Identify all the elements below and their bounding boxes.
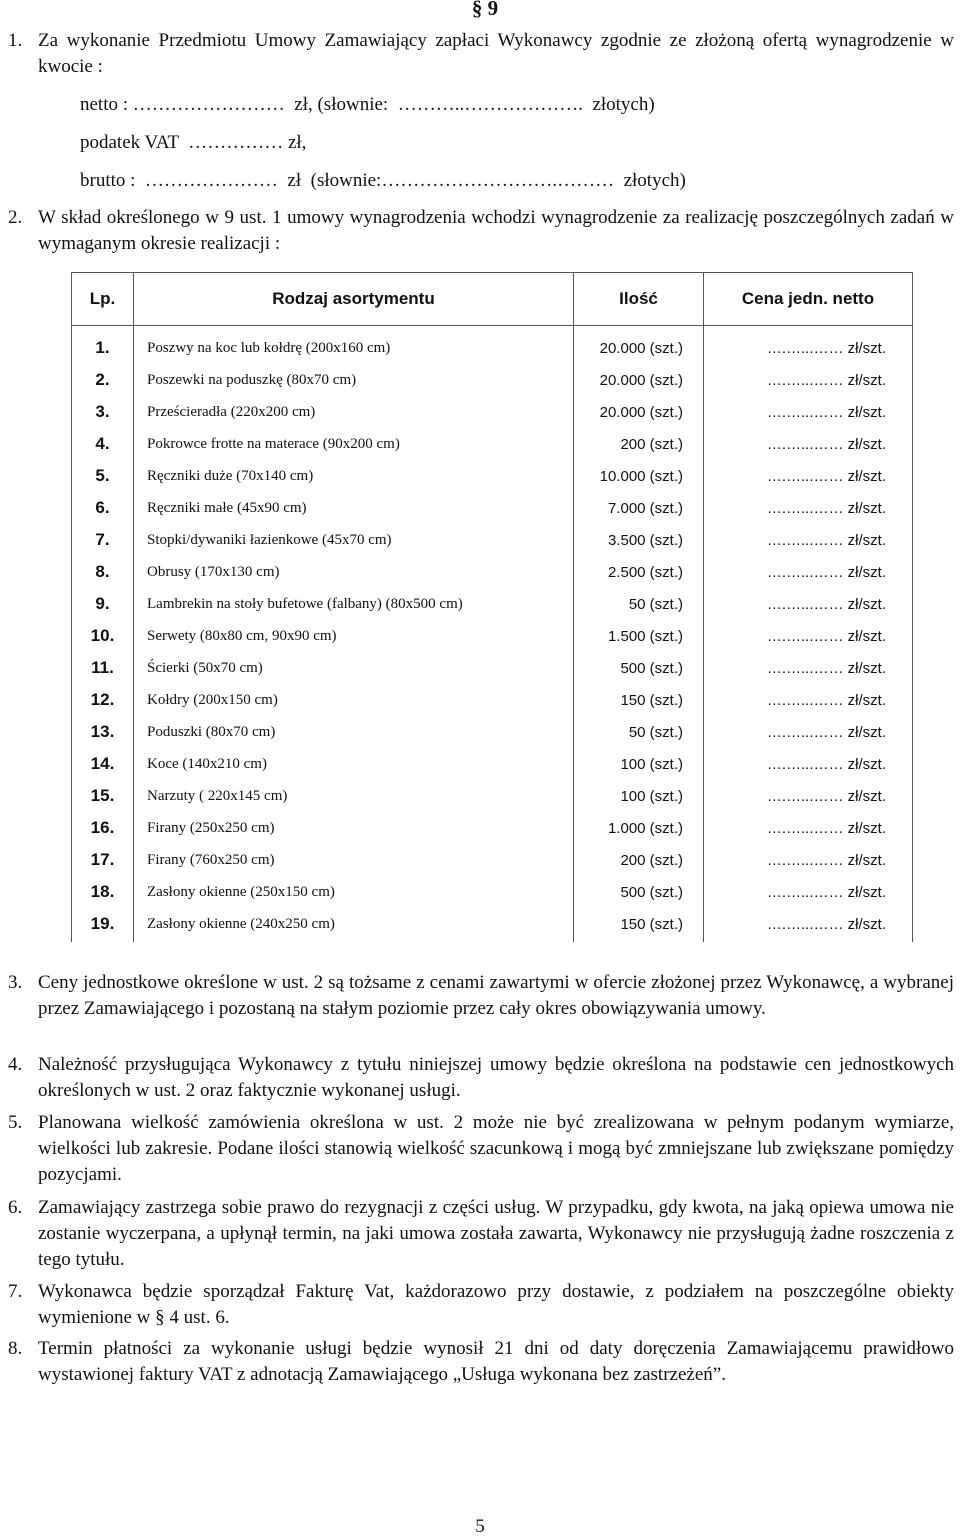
row-quantity: 20.000 (szt.)	[574, 326, 704, 365]
row-quantity: 200 (szt.)	[574, 844, 704, 876]
row-lp: 15.	[72, 780, 134, 812]
row-unit-price: ….…...…… zł/szt.	[704, 780, 913, 812]
row-name: Poduszki (80x70 cm)	[134, 716, 574, 748]
row-name: Ręczniki małe (45x90 cm)	[134, 492, 574, 524]
row-quantity: 500 (szt.)	[574, 876, 704, 908]
netto-line: netto : …………………… zł, (słownie: ………..………………. złotych)	[80, 94, 655, 115]
table-row	[72, 524, 913, 556]
row-unit-price: ….…...…… zł/szt.	[704, 684, 913, 716]
paragraph-text: Ceny jednostkowe określone w ust. 2 są tożsame z cenami zawartymi w ofercie złożonej przez Wykonawcę, a wybranej przez Zamawiającego i pozostaną na stałym poziomie przez cały okres obowiązywania umowy.	[38, 972, 954, 1019]
row-unit-price: ….…...…… zł/szt.	[704, 556, 913, 588]
row-unit-price: ….…...…… zł/szt.	[704, 908, 913, 942]
row-lp: 17.	[72, 844, 134, 876]
row-quantity: 3.500 (szt.)	[574, 524, 704, 556]
paragraph-number: 1.	[8, 30, 23, 51]
section-title: § 9	[471, 0, 499, 20]
row-unit-price: ….…...…… zł/szt.	[704, 364, 913, 396]
row-lp: 2.	[72, 364, 134, 396]
paragraph-number: 7.	[8, 1281, 23, 1302]
table-row	[72, 460, 913, 492]
row-lp: 6.	[72, 492, 134, 524]
row-unit-price: ….…...…… zł/szt.	[704, 876, 913, 908]
paragraph-number: 6.	[8, 1197, 23, 1218]
row-lp: 1.	[72, 326, 134, 365]
assortment-table	[71, 272, 913, 942]
row-quantity: 20.000 (szt.)	[574, 396, 704, 428]
paragraph-text: W skład określonego w 9 ust. 1 umowy wynagrodzenia wchodzi wynagrodzenie za realizację poszczególnych zadań w wymaganym okresie realizacji :	[38, 207, 954, 254]
row-lp: 19.	[72, 908, 134, 942]
page-number: 5	[475, 1516, 485, 1537]
row-lp: 5.	[72, 460, 134, 492]
row-name: Poszwy na koc lub kołdrę (200x160 cm)	[134, 326, 574, 365]
row-unit-price: ….…...…… zł/szt.	[704, 492, 913, 524]
row-lp: 7.	[72, 524, 134, 556]
table-row	[72, 588, 913, 620]
header-price: Cena jedn. netto	[704, 273, 913, 326]
table-row	[72, 716, 913, 748]
table-row	[72, 396, 913, 428]
row-unit-price: ….…...…… zł/szt.	[704, 652, 913, 684]
table-row	[72, 652, 913, 684]
paragraph-number: 3.	[8, 972, 23, 993]
row-name: Zasłony okienne (250x150 cm)	[134, 876, 574, 908]
row-lp: 4.	[72, 428, 134, 460]
row-name: Obrusy (170x130 cm)	[134, 556, 574, 588]
brutto-line: brutto : ………………… zł (słownie:……………………….……… złotych)	[80, 170, 686, 191]
table-row	[72, 908, 913, 942]
row-lp: 16.	[72, 812, 134, 844]
row-quantity: 100 (szt.)	[574, 748, 704, 780]
row-unit-price: ….…...…… zł/szt.	[704, 326, 913, 365]
row-name: Serwety (80x80 cm, 90x90 cm)	[134, 620, 574, 652]
table-row	[72, 620, 913, 652]
row-unit-price: ….…...…… zł/szt.	[704, 716, 913, 748]
row-name: Stopki/dywaniki łazienkowe (45x70 cm)	[134, 524, 574, 556]
table-row	[72, 326, 913, 365]
row-name: Firany (250x250 cm)	[134, 812, 574, 844]
row-unit-price: ….…...…… zł/szt.	[704, 460, 913, 492]
row-quantity: 2.500 (szt.)	[574, 556, 704, 588]
paragraph-text: Termin płatności za wykonanie usługi będzie wynosił 21 dni od daty doręczenia Zamawiającemu prawidłowo wystawionej faktury VAT z adnotacją Zamawiającego „Usługa wykonana bez zastrzeżeń”.	[38, 1338, 954, 1385]
table-row	[72, 876, 913, 908]
paragraph-text: Wykonawca będzie sporządzał Fakturę Vat, każdorazowo przy dostawie, z podziałem na poszczególne obiekty wymienione w § 4 ust. 6.	[38, 1281, 954, 1328]
table-row	[72, 556, 913, 588]
table-header-row	[72, 273, 913, 326]
table-row	[72, 780, 913, 812]
paragraph-number: 5.	[8, 1112, 23, 1133]
row-quantity: 150 (szt.)	[574, 908, 704, 942]
row-quantity: 100 (szt.)	[574, 780, 704, 812]
paragraph-number: 4.	[8, 1054, 23, 1075]
row-name: Lambrekin na stoły bufetowe (falbany) (80x500 cm)	[134, 588, 574, 620]
row-lp: 14.	[72, 748, 134, 780]
row-lp: 12.	[72, 684, 134, 716]
row-quantity: 50 (szt.)	[574, 588, 704, 620]
row-lp: 18.	[72, 876, 134, 908]
row-quantity: 150 (szt.)	[574, 684, 704, 716]
header-qty: Ilość	[574, 273, 704, 326]
paragraph-text: Należność przysługująca Wykonawcy z tytułu niniejszej umowy będzie określona na podstawie cen jednostkowych określonych w ust. 2 oraz faktycznie wykonanej usługi.	[38, 1054, 954, 1101]
paragraph-number: 2.	[8, 207, 23, 228]
row-quantity: 10.000 (szt.)	[574, 460, 704, 492]
table-row	[72, 428, 913, 460]
header-lp: Lp.	[72, 273, 134, 326]
row-lp: 8.	[72, 556, 134, 588]
row-name: Prześcieradła (220x200 cm)	[134, 396, 574, 428]
row-quantity: 1.000 (szt.)	[574, 812, 704, 844]
row-lp: 13.	[72, 716, 134, 748]
vat-line: podatek VAT …………… zł,	[80, 132, 307, 153]
row-quantity: 1.500 (szt.)	[574, 620, 704, 652]
row-lp: 9.	[72, 588, 134, 620]
table-row	[72, 684, 913, 716]
paragraph-text: Za wykonanie Przedmiotu Umowy Zamawiający zapłaci Wykonawcy zgodnie ze złożoną ofertą wynagrodzenie w kwocie :	[38, 30, 954, 77]
row-name: Poszewki na poduszkę (80x70 cm)	[134, 364, 574, 396]
table-row	[72, 812, 913, 844]
table-row	[72, 364, 913, 396]
row-quantity: 200 (szt.)	[574, 428, 704, 460]
paragraph-text: Zamawiający zastrzega sobie prawo do rezygnacji z części usług. W przypadku, gdy kwota, na jaką opiewa umowa nie zostanie wyczerpana, a upłynął termin, na jaki umowa została zawarta, Wykonawcy nie przysługują żadne roszczenia z tego tytułu.	[38, 1197, 954, 1270]
header-name: Rodzaj asortymentu	[134, 273, 574, 326]
row-name: Pokrowce frotte na materace (90x200 cm)	[134, 428, 574, 460]
row-unit-price: ….…...…… zł/szt.	[704, 812, 913, 844]
row-lp: 10.	[72, 620, 134, 652]
row-name: Kołdry (200x150 cm)	[134, 684, 574, 716]
row-lp: 11.	[72, 652, 134, 684]
row-name: Zasłony okienne (240x250 cm)	[134, 908, 574, 942]
row-unit-price: ….…...…… zł/szt.	[704, 620, 913, 652]
table-row	[72, 844, 913, 876]
row-name: Koce (140x210 cm)	[134, 748, 574, 780]
row-unit-price: ….…...…… zł/szt.	[704, 588, 913, 620]
row-name: Ścierki (50x70 cm)	[134, 652, 574, 684]
row-name: Narzuty ( 220x145 cm)	[134, 780, 574, 812]
paragraph-number: 8.	[8, 1338, 23, 1359]
table-row	[72, 748, 913, 780]
paragraph-text: Planowana wielkość zamówienia określona w ust. 2 może nie być zrealizowana w pełnym podanym wymiarze, wielkości lub zakresie. Podane ilości stanowią wielkość szacunkową i mogą być zmniejszane lub zwiększane pomiędzy pozycjami.	[38, 1112, 954, 1185]
table-row	[72, 492, 913, 524]
row-unit-price: ….…...…… zł/szt.	[704, 524, 913, 556]
row-quantity: 50 (szt.)	[574, 716, 704, 748]
row-lp: 3.	[72, 396, 134, 428]
row-unit-price: ….…...…… zł/szt.	[704, 396, 913, 428]
row-quantity: 20.000 (szt.)	[574, 364, 704, 396]
row-quantity: 500 (szt.)	[574, 652, 704, 684]
row-quantity: 7.000 (szt.)	[574, 492, 704, 524]
row-name: Firany (760x250 cm)	[134, 844, 574, 876]
row-unit-price: ….…...…… zł/szt.	[704, 428, 913, 460]
row-name: Ręczniki duże (70x140 cm)	[134, 460, 574, 492]
row-unit-price: ….…...…… zł/szt.	[704, 844, 913, 876]
row-unit-price: ….…...…… zł/szt.	[704, 748, 913, 780]
